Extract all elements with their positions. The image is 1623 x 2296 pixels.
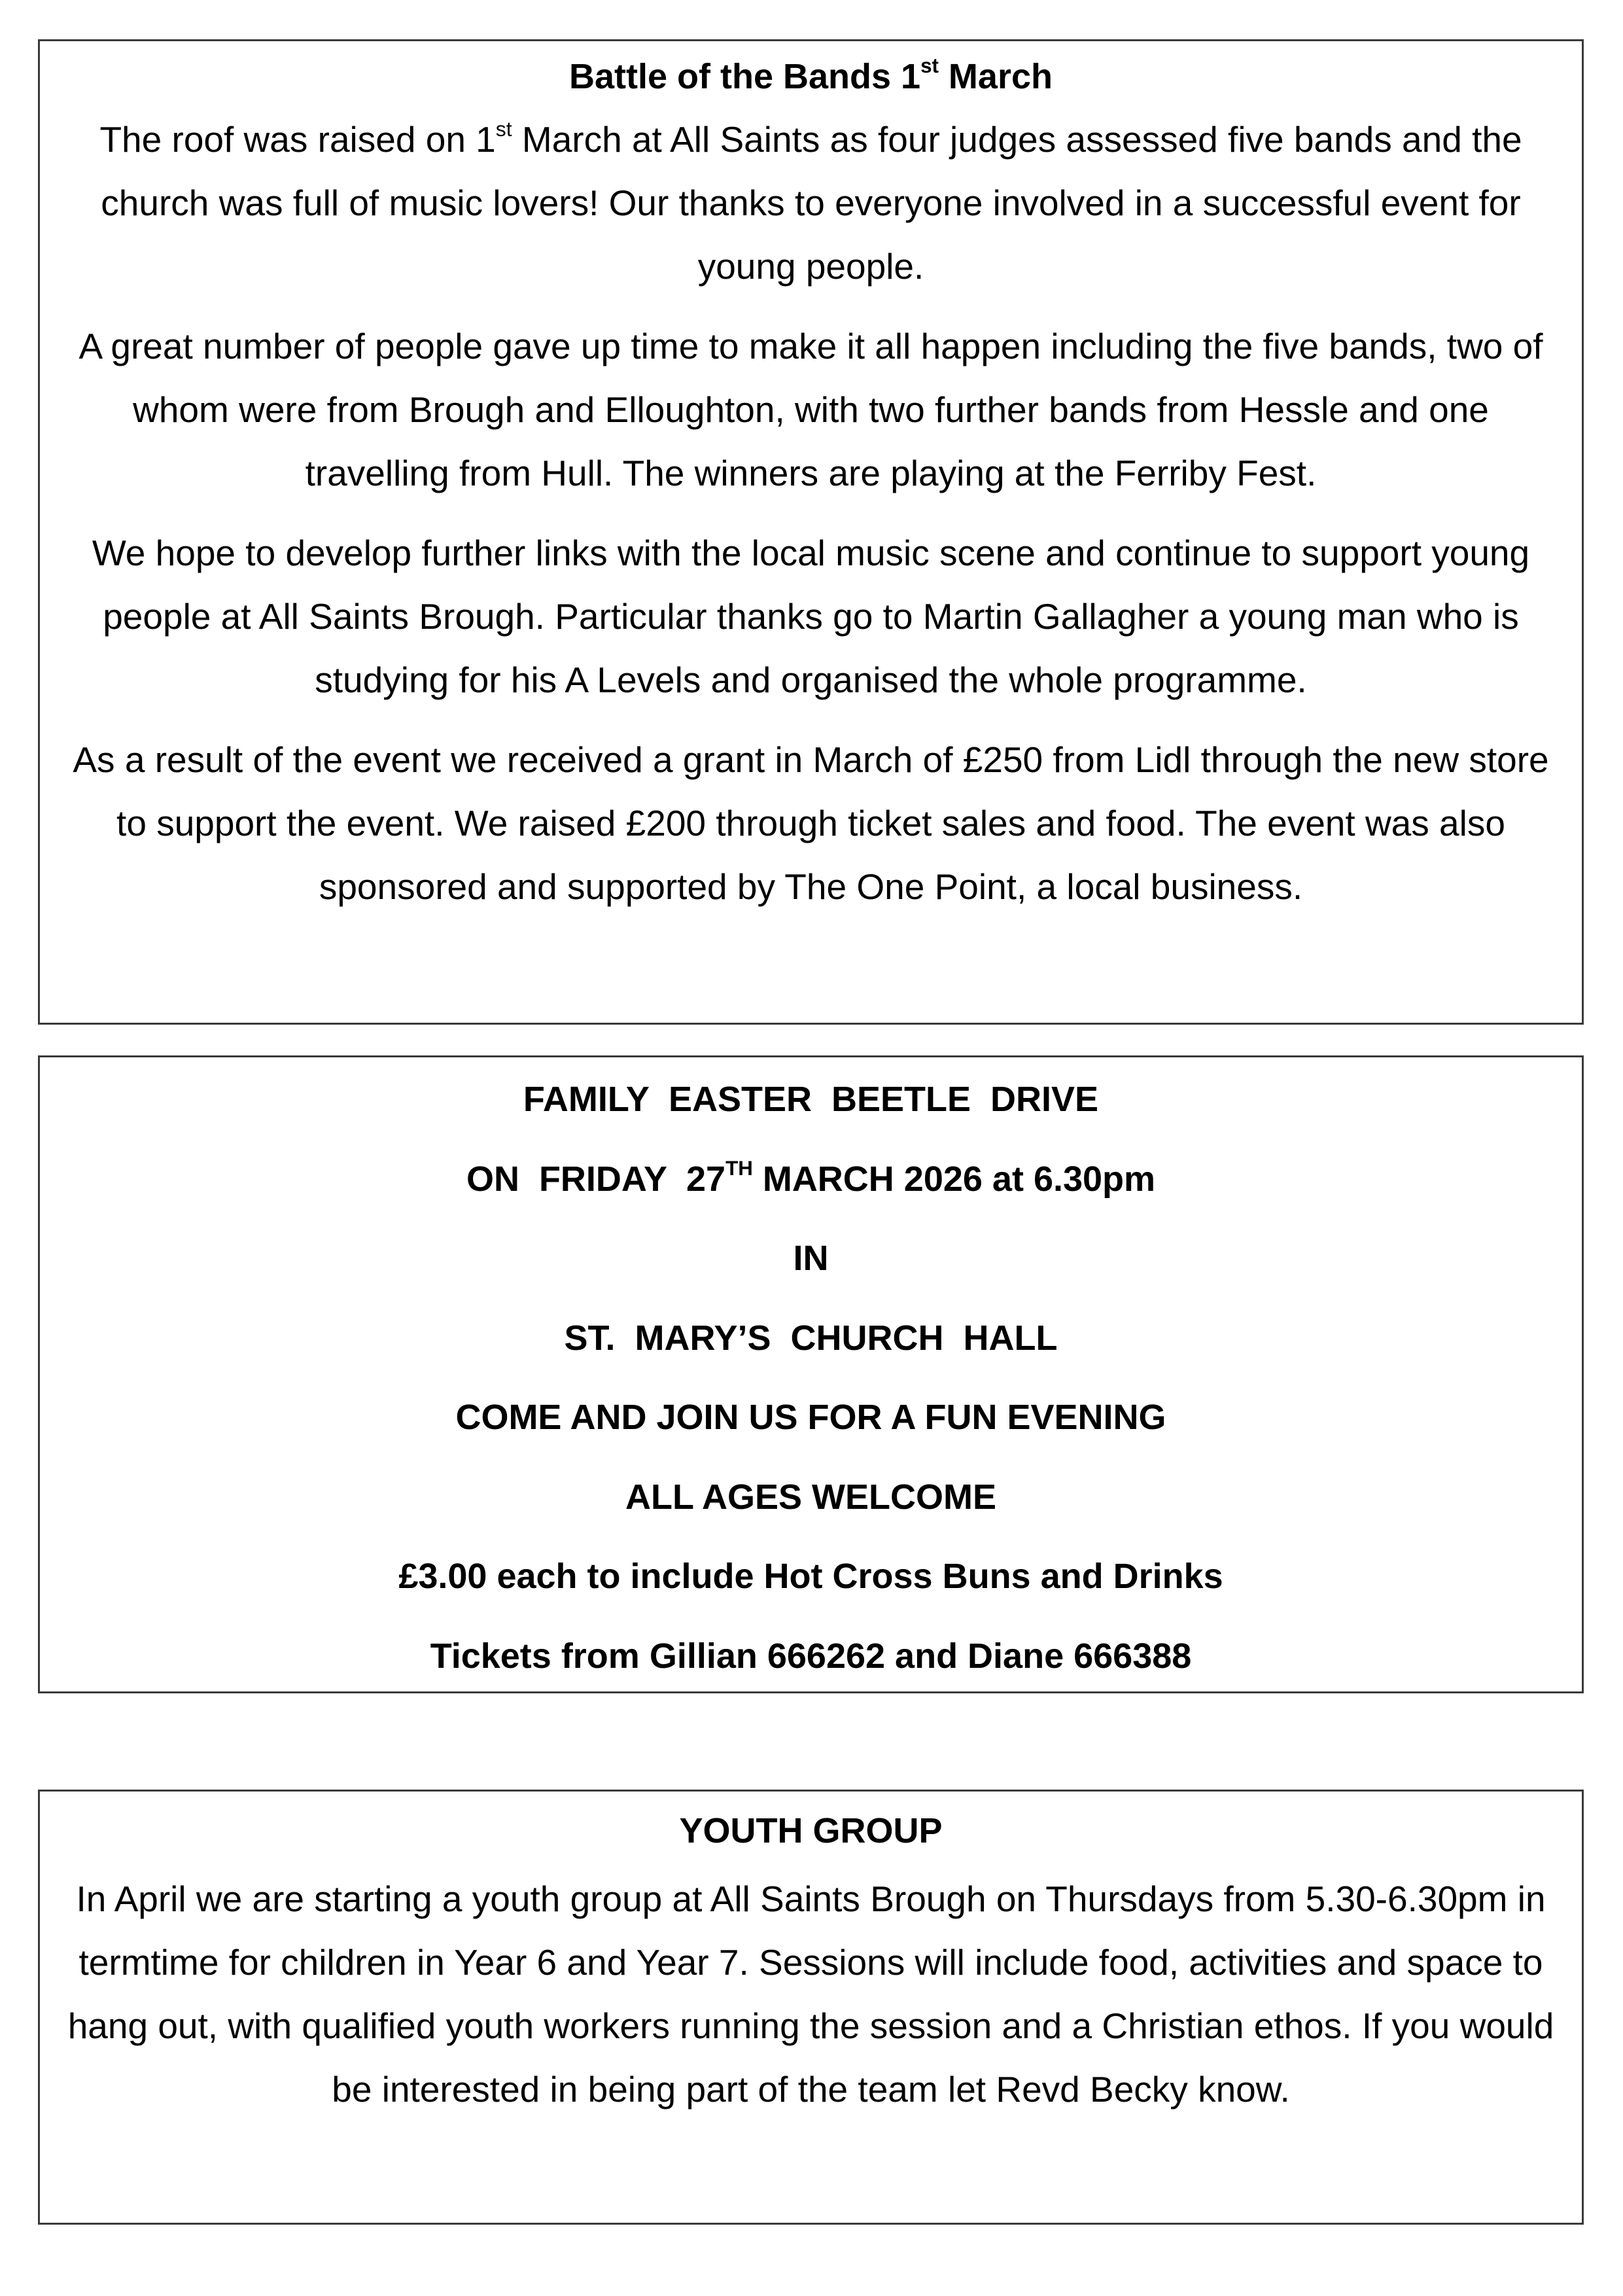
beetle-drive-title: FAMILY EASTER BEETLE DRIVE — [523, 1080, 1099, 1119]
battle-of-bands-box — [38, 39, 1584, 1025]
beetle-drive-price: £3.00 each to include Hot Cross Buns and Drinks — [398, 1557, 1223, 1596]
bands-paragraph-4: As a result of the event we received a grant in March of £250 from Lidl through the new store to support the event. We raised £200 through ticket sales and food. The event was also sponsored and supported by The One Point, a local business. — [73, 739, 1549, 907]
beetle-drive-ages: ALL AGES WELCOME — [625, 1477, 996, 1517]
bands-paragraph-3: We hope to develop further links with the local music scene and continue to support young people at All Saints Brough. Particular thanks go to Martin Gallagher a young man who is studying for his A Levels and organised the whole programme. — [92, 533, 1530, 700]
battle-of-bands-title: Battle of the Bands 1st March — [569, 54, 1053, 96]
beetle-drive-in: IN — [793, 1239, 829, 1278]
beetle-drive-date: ON FRIDAY 27TH MARCH 2026 at 6.30pm — [466, 1156, 1156, 1199]
bands-paragraph-2: A great number of people gave up time to make it all happen including the five bands, two of whom were from Brough and Elloughton, with two further bands from Hessle and one travelling from Hull. The winners are playing at the Ferriby Fest. — [79, 326, 1543, 493]
bands-paragraph-1: The roof was raised on 1st March at All Saints as four judges assessed five bands and the church was full of music lovers! Our thanks to everyone involved in a successful event for young people. — [99, 116, 1522, 287]
beetle-drive-tickets: Tickets from Gillian 666262 and Diane 666388 — [430, 1636, 1192, 1676]
youth-group-box — [38, 1790, 1584, 2225]
beetle-drive-invite: COME AND JOIN US FOR A FUN EVENING — [455, 1398, 1166, 1437]
youth-group-title: YOUTH GROUP — [679, 1811, 943, 1850]
youth-group-paragraph: In April we are starting a youth group at All Saints Brough on Thursdays from 5.30-6.30pm in termtime for children in Year 6 and Year 7. Sessions will include food, activities and space to hang out, with qualified youth workers running the session and a Christian ethos. If you would be interested in being part of the team let Revd Becky know. — [67, 1879, 1554, 2110]
beetle-drive-venue: ST. MARY’S CHURCH HALL — [564, 1318, 1058, 1358]
beetle-drive-box — [38, 1055, 1584, 1693]
